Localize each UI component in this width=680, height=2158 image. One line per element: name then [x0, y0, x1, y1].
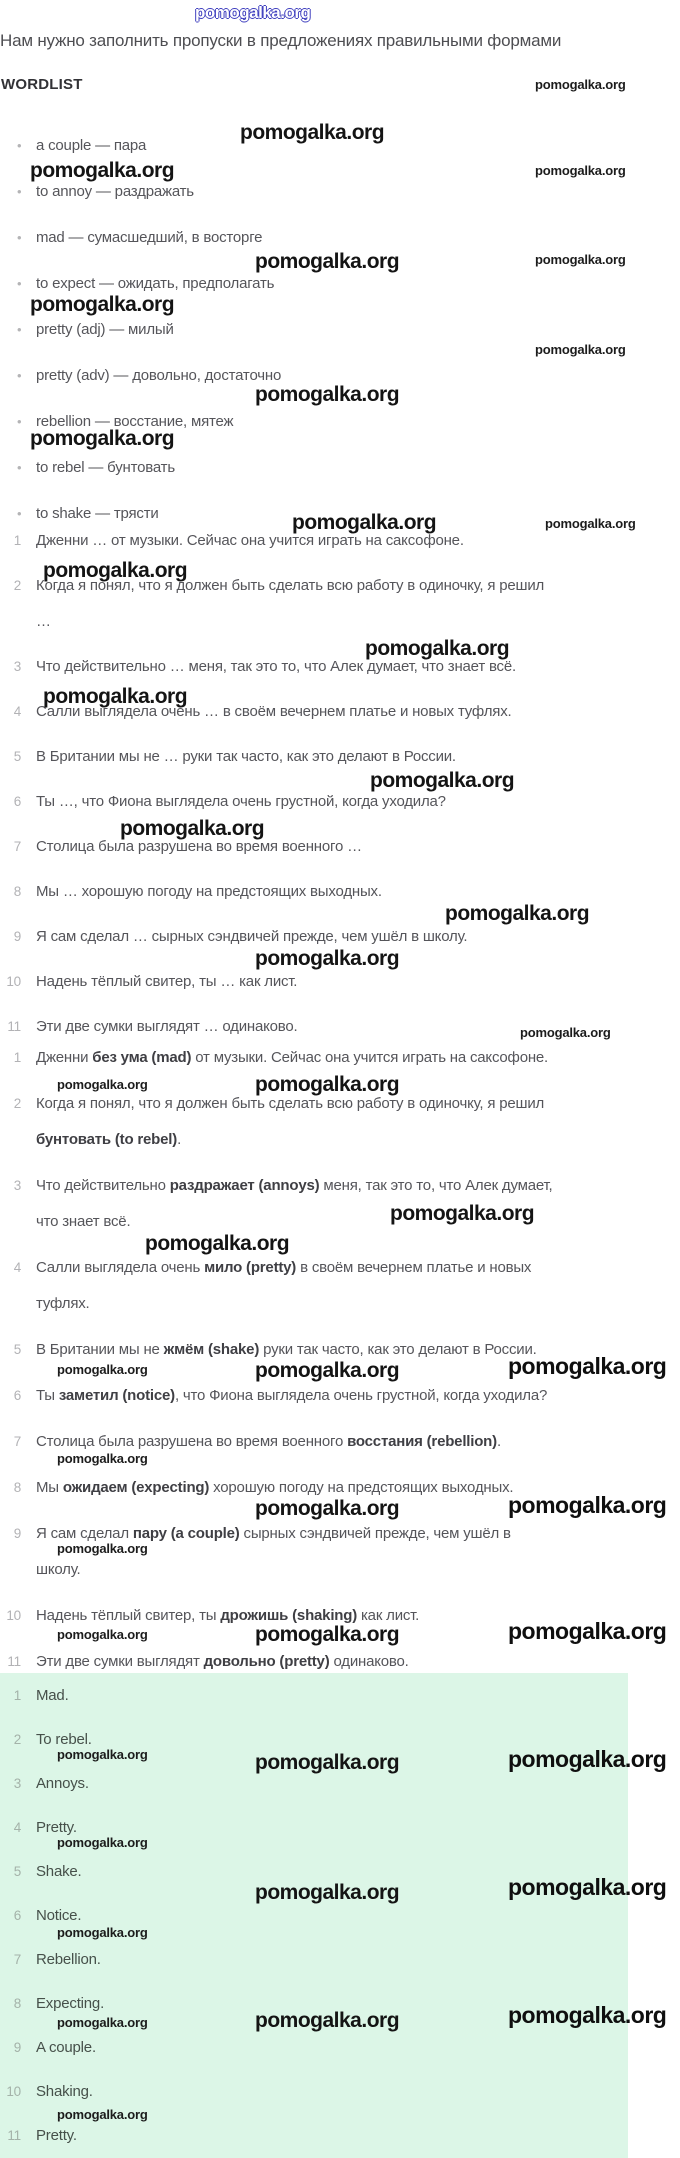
answer-number: 3 — [13, 1178, 21, 1193]
site-watermark: pomogalka.org — [255, 947, 400, 970]
question-text: Салли выглядела очень … в своём вечернем платье и новых туфлях. — [36, 703, 512, 720]
site-watermark: pomogalka.org — [255, 250, 400, 273]
question-text: В Британии мы не … руки так часто, как это делают в России. — [36, 748, 456, 765]
site-watermark: pomogalka.org — [120, 817, 265, 840]
site-watermark: pomogalka.org — [30, 159, 175, 182]
wordlist-item-text: to annoy — раздражать — [36, 183, 194, 200]
answer-bold-word: дрожишь (shaking) — [220, 1607, 358, 1624]
site-watermark: pomogalka.org — [535, 252, 626, 267]
site-watermark: pomogalka.org — [365, 637, 510, 660]
wordlist-item-text: rebellion — восстание, мятеж — [36, 413, 234, 430]
answer-text: Надень тёплый свитер, ты дрожишь (shaking) как лист. — [36, 1607, 420, 1624]
site-watermark: pomogalka.org — [508, 1618, 667, 1644]
wordlist-item-text: pretty (adv) — довольно, достаточно — [36, 367, 282, 384]
question-text: Ты …, что Фиона выглядела очень грустной, когда уходила? — [36, 793, 446, 810]
final-answer-number: 10 — [6, 2084, 21, 2099]
final-answer-number: 4 — [13, 1820, 21, 1835]
question-text: Эти две сумки выглядят … одинаково. — [36, 1018, 298, 1035]
answer-item — [0, 1168, 660, 1240]
question-number: 1 — [13, 533, 21, 548]
site-watermark: pomogalka.org — [255, 1751, 400, 1774]
answer-bold-word: раздражает (annoys) — [169, 1177, 320, 1194]
final-answer-item — [0, 2118, 628, 2154]
site-watermark: pomogalka.org — [240, 121, 385, 144]
answer-bold-word: мило (pretty) — [204, 1259, 297, 1276]
site-watermark: pomogalka.org — [57, 1925, 148, 1940]
site-watermark: pomogalka.org — [255, 1359, 400, 1382]
answer-text: Дженни без ума (mad) от музыки. Сейчас она учится играть на саксофоне. — [36, 1049, 549, 1066]
final-answer-text: A couple. — [36, 2039, 96, 2056]
answer-text: В Британии мы не жмём (shake) руки так часто, как это делают в России. — [36, 1341, 537, 1358]
site-watermark: pomogalka.org — [255, 1623, 400, 1646]
answer-text: Ты заметил (notice), что Фиона выглядела очень грустной, когда уходила? — [36, 1387, 548, 1404]
site-watermark: pomogalka.org — [508, 1492, 667, 1518]
answer-item — [0, 1378, 660, 1414]
answer-bold-word: заметил (notice) — [58, 1387, 175, 1404]
question-text: Мы … хорошую погоду на предстоящих выходных. — [36, 883, 382, 900]
answer-text: Что действительно раздражает (annoys) меня, так это то, что Алек думает, что знает всё. — [36, 1177, 553, 1230]
site-watermark: pomogalka.org — [57, 2015, 148, 2030]
question-text: Что действительно … меня, так это то, что Алек думает, что знает всё. — [36, 658, 516, 675]
final-answer-text: Rebellion. — [36, 1951, 101, 1968]
site-watermark: pomogalka.org — [57, 1362, 148, 1377]
final-answer-number: 5 — [13, 1864, 21, 1879]
question-item — [0, 649, 660, 685]
question-number: 4 — [13, 704, 21, 719]
final-answer-text: Shake. — [36, 1863, 82, 1880]
final-answer-number: 7 — [13, 1952, 21, 1967]
answer-text: Столица была разрушена во время военного восстания (rebellion). — [36, 1433, 501, 1450]
site-watermark: pomogalka.org — [57, 1541, 148, 1556]
question-text: Надень тёплый свитер, ты … как лист. — [36, 973, 298, 990]
final-answer-number: 3 — [13, 1776, 21, 1791]
site-watermark: pomogalka.org — [57, 1077, 148, 1092]
question-text: Я сам сделал … сырных сэндвичей прежде, чем ушёл в школу. — [36, 928, 468, 945]
site-watermark: pomogalka.org — [390, 1202, 535, 1225]
wordlist — [0, 128, 640, 542]
answer-bold-word: жмём (shake) — [163, 1341, 260, 1358]
site-watermark: pomogalka.org — [292, 511, 437, 534]
site-watermark: pomogalka.org — [255, 2009, 400, 2032]
answer-bold-word: без ума (mad) — [92, 1049, 192, 1066]
questions-list — [0, 523, 660, 1054]
answer-bold-word: восстания (rebellion) — [347, 1433, 497, 1450]
final-answer-number: 8 — [13, 1996, 21, 2011]
site-watermark: pomogalka.org — [43, 685, 188, 708]
site-watermark: pomogalka.org — [508, 1746, 667, 1772]
final-answer-number: 1 — [13, 1688, 21, 1703]
site-watermark: pomogalka.org — [508, 1353, 667, 1379]
site-watermark: pomogalka.org — [255, 1881, 400, 1904]
site-watermark: pomogalka.org — [255, 383, 400, 406]
site-watermark: pomogalka.org — [30, 293, 175, 316]
final-answer-item — [0, 1942, 628, 1978]
final-answer-item — [0, 2030, 628, 2066]
final-answer-text: Mad. — [36, 1687, 69, 1704]
site-watermark: pomogalka.org — [57, 1451, 148, 1466]
site-watermark: pomogalka.org — [145, 1232, 290, 1255]
question-number: 6 — [13, 794, 21, 809]
answer-number: 8 — [13, 1480, 21, 1495]
question-item — [0, 784, 660, 820]
site-watermark: pomogalka.org — [535, 342, 626, 357]
site-watermark: pomogalka.org — [545, 516, 636, 531]
final-answer-text: Expecting. — [36, 1995, 105, 2012]
site-watermark: pomogalka.org — [535, 163, 626, 178]
answer-item — [0, 1086, 660, 1158]
question-text: Дженни … от музыки. Сейчас она учится играть на саксофоне. — [36, 532, 464, 549]
question-number: 10 — [6, 974, 21, 989]
site-watermark: pomogalka.org — [535, 77, 626, 92]
wordlist-item-text: to rebel — бунтовать — [36, 459, 175, 476]
final-answer-number: 6 — [13, 1908, 21, 1923]
final-answer-text: Annoys. — [36, 1775, 89, 1792]
question-item — [0, 829, 660, 865]
answer-item — [0, 1250, 660, 1322]
answer-number: 1 — [13, 1050, 21, 1065]
answer-text: Когда я понял, что я должен быть сделать всю работу в одиночку, я решил бунтовать (to rebel). — [36, 1095, 545, 1148]
site-watermark: pomogalka.org — [508, 1874, 667, 1900]
answer-number: 9 — [13, 1526, 21, 1541]
answer-number: 7 — [13, 1434, 21, 1449]
question-item — [0, 739, 660, 775]
answer-text: Эти две сумки выглядят довольно (pretty) одинаково. — [36, 1653, 409, 1670]
question-number: 2 — [13, 578, 21, 593]
final-answer-text: Shaking. — [36, 2083, 93, 2100]
site-watermark: pomogalka.org — [57, 1747, 148, 1762]
question-text: Когда я понял, что я должен быть сделать всю работу в одиночку, я решил … — [36, 577, 545, 630]
final-answer-text: Pretty. — [36, 1819, 77, 1836]
answer-text: Мы ожидаем (expecting) хорошую погоду на предстоящих выходных. — [36, 1479, 514, 1496]
question-number: 9 — [13, 929, 21, 944]
answer-bold-word: довольно (pretty) — [203, 1653, 330, 1670]
answer-number: 10 — [6, 1608, 21, 1623]
site-watermark: pomogalka.org — [57, 2107, 148, 2122]
answer-number: 5 — [13, 1342, 21, 1357]
final-answer-number: 11 — [7, 2128, 21, 2143]
site-watermark: pomogalka.org — [255, 1497, 400, 1520]
question-number: 7 — [13, 839, 21, 854]
site-watermark: pomogalka.org — [520, 1025, 611, 1040]
answer-bold-word: бунтовать (to rebel) — [36, 1131, 178, 1148]
final-answer-text: Notice. — [36, 1907, 82, 1924]
wordlist-item-text: pretty (adj) — милый — [36, 321, 174, 338]
question-number: 5 — [13, 749, 21, 764]
wordlist-title: WORDLIST — [1, 76, 83, 93]
question-text: Столица была разрушена во время военного … — [36, 838, 362, 855]
wordlist-item-text: mad — сумасшедший, в восторге — [36, 229, 263, 246]
answer-number: 11 — [7, 1654, 21, 1669]
answer-number: 6 — [13, 1388, 21, 1403]
final-answer-number: 2 — [13, 1732, 21, 1747]
intro-text: Нам нужно заполнить пропуски в предложениях правильными формами — [0, 31, 562, 50]
final-answer-number: 9 — [13, 2040, 21, 2055]
site-watermark: pomogalka.org — [255, 1073, 400, 1096]
wordlist-item-text: a couple — пара — [36, 137, 147, 154]
answer-text: Салли выглядела очень мило (pretty) в своём вечернем платье и новых туфлях. — [36, 1259, 532, 1312]
answer-bold-word: пару (a couple) — [132, 1525, 240, 1542]
site-watermark: pomogalka.org — [57, 1627, 148, 1642]
final-answer-text: Pretty. — [36, 2127, 77, 2144]
site-watermark: pomogalka.org — [43, 559, 188, 582]
answer-text: Я сам сделал пару (a couple) сырных сэндвичей прежде, чем ушёл в школу. — [36, 1525, 511, 1578]
answer-number: 2 — [13, 1096, 21, 1111]
site-watermark: pomogalka.org — [445, 902, 590, 925]
site-watermark: pomogalka.org — [370, 769, 515, 792]
wordlist-item-text: to shake — трясти — [36, 505, 159, 522]
question-number: 11 — [7, 1019, 21, 1034]
final-answer-item — [0, 2074, 628, 2110]
question-number: 8 — [13, 884, 21, 899]
site-watermark: pomogalka.org — [508, 2002, 667, 2028]
final-answer-text: To rebel. — [36, 1731, 92, 1748]
final-answer-item — [0, 1678, 628, 1714]
site-watermark: pomogalka.org — [30, 427, 175, 450]
wordlist-item — [0, 450, 640, 486]
site-watermark: pomogalka.org — [57, 1835, 148, 1850]
answer-bold-word: ожидаем (expecting) — [62, 1479, 210, 1496]
site-watermark: pomogalka.org — [195, 3, 311, 22]
answer-number: 4 — [13, 1260, 21, 1275]
question-number: 3 — [13, 659, 21, 674]
answer-item — [0, 1040, 660, 1076]
wordlist-item-text: to expect — ожидать, предполагать — [36, 275, 275, 292]
